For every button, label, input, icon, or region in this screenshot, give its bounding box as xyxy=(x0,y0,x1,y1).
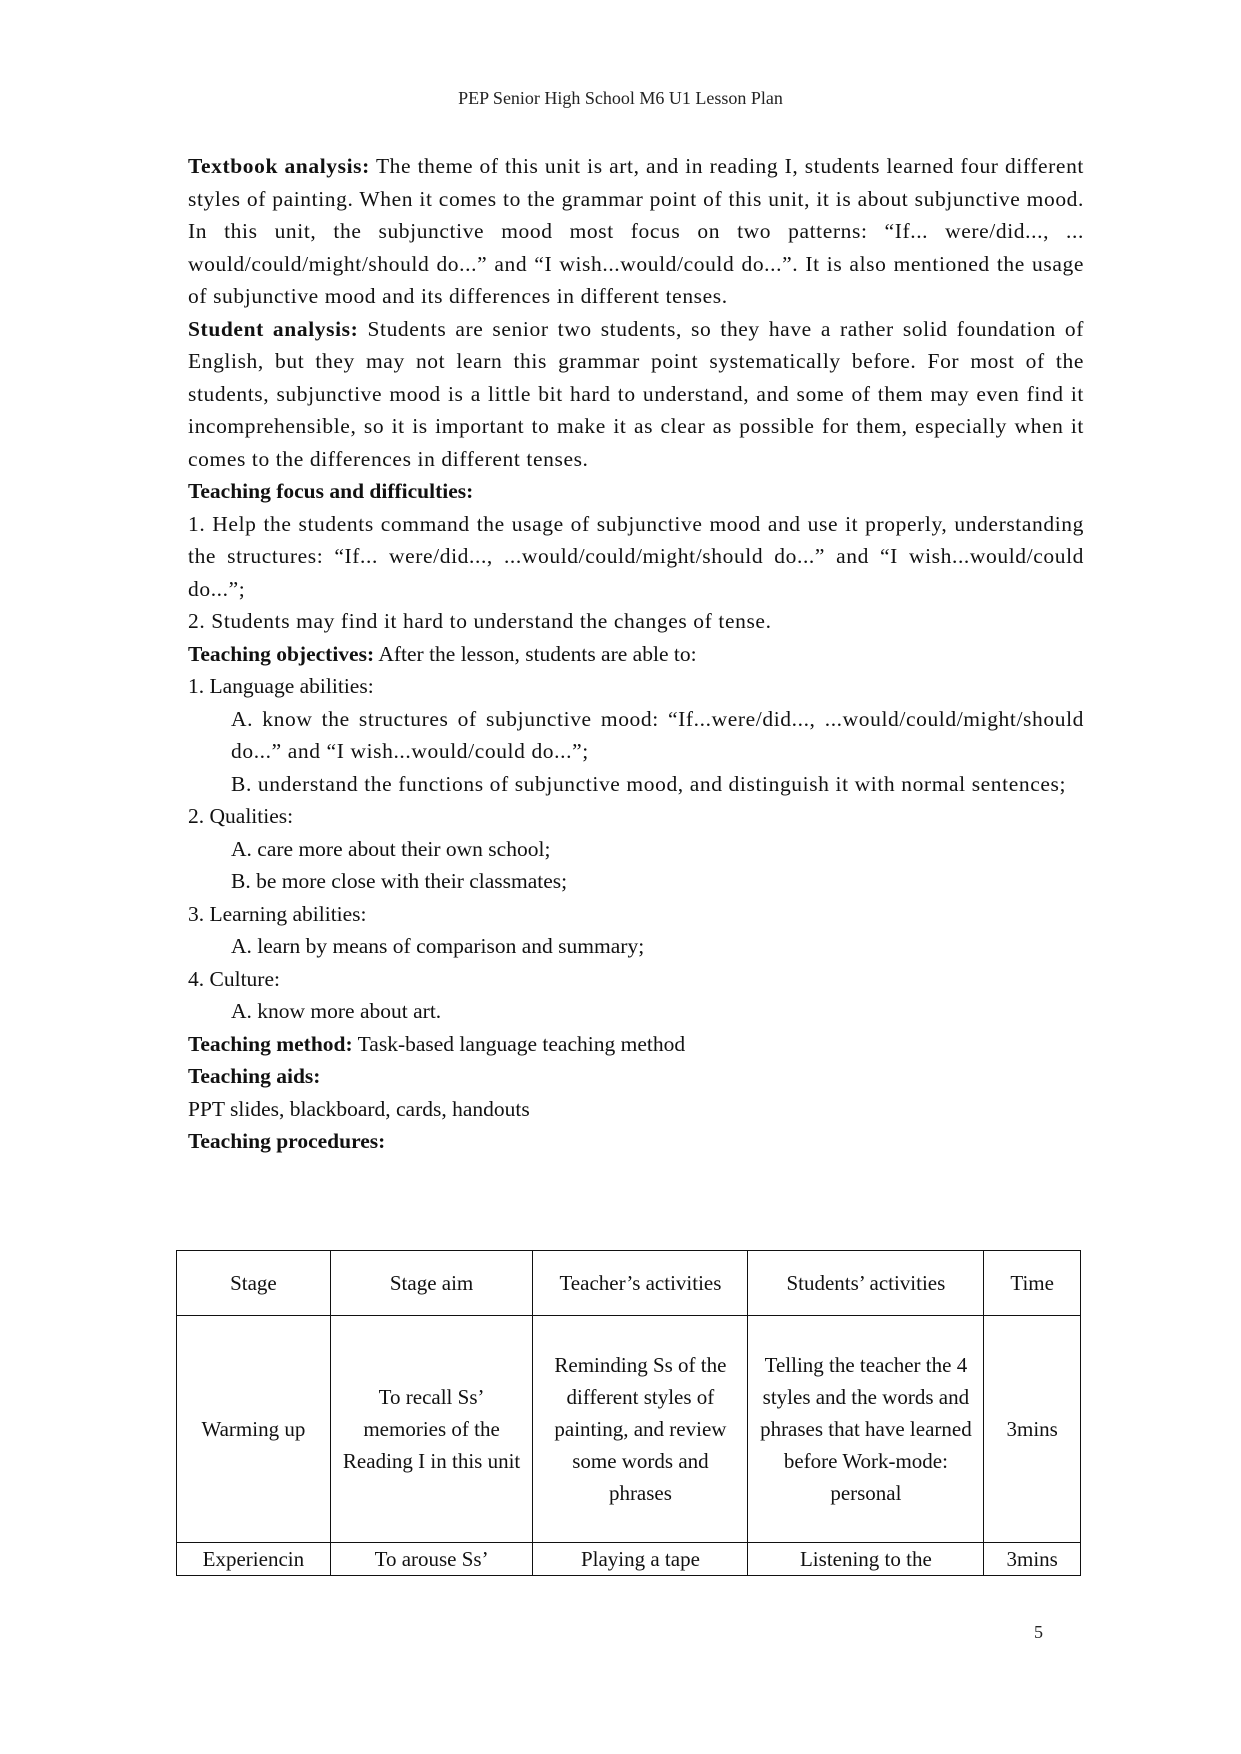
focus-label: Teaching focus and difficulties: xyxy=(188,479,474,503)
focus-item-1: 1. Help the students command the usage of subjunctive mood and use it properly, understanding the structures: “If... were/did..., ...would/could/might/should do...” and “I wish...would/could do...”; xyxy=(188,511,1084,601)
table-header-cell: Teacher’s activities xyxy=(533,1251,748,1316)
table-header-cell: Students’ activities xyxy=(748,1251,984,1316)
table-cell: Listening to the xyxy=(748,1543,984,1576)
objective-culture-a: A. know more about art. xyxy=(231,999,442,1023)
objective-language-a: A. know the structures of subjunctive mood: “If...were/did..., ...would/could/might/should do...” and “I wish...would/could do...”; xyxy=(231,706,1084,763)
objective-qualities-b: B. be more close with their classmates; xyxy=(231,869,568,893)
table-cell: Telling the teacher the 4 styles and the words and phrases that have learned before Work-mode: personal xyxy=(748,1316,984,1543)
objective-learning-title: 3. Learning abilities: xyxy=(188,901,367,926)
table-cell: To recall Ss’ memories of the Reading I in this unit xyxy=(330,1316,533,1543)
lesson-plan-body xyxy=(188,150,1084,1158)
teaching-aids-label: Teaching aids: xyxy=(188,1064,321,1088)
table-header-row xyxy=(177,1251,1081,1316)
objectives-label: Teaching objectives: xyxy=(188,641,375,666)
student-analysis xyxy=(188,313,1084,476)
table-cell: Reminding Ss of the different styles of painting, and review some words and phrases xyxy=(533,1316,748,1543)
table-cell: 3mins xyxy=(984,1316,1081,1543)
teaching-method xyxy=(188,1028,1084,1061)
teaching-procedures-heading xyxy=(188,1125,1084,1158)
teaching-aids-text: PPT slides, blackboard, cards, handouts xyxy=(188,1096,530,1121)
page-header: PEP Senior High School M6 U1 Lesson Plan xyxy=(458,88,783,108)
textbook-analysis-text: The theme of this unit is art, and in reading I, students learned four different styles of painting. When it comes to the grammar point of this unit, it is about subjunctive mood. In this unit, the subjunctive mood most focus on two patterns: “If... were/did..., ... would/could/might/should do...” and “I wish...would/could do...”. It is also mentioned the usage of subjunctive mood and its differences in different tenses. xyxy=(188,154,1084,308)
procedures-table xyxy=(176,1250,1081,1576)
objective-learning-a: A. learn by means of comparison and summary; xyxy=(231,934,645,958)
objective-culture-title: 4. Culture: xyxy=(188,966,280,991)
table-header-cell: Time xyxy=(984,1251,1081,1316)
table-cell: Experiencin xyxy=(177,1543,331,1576)
teaching-method-text: Task-based language teaching method xyxy=(357,1031,686,1056)
teaching-aids-heading xyxy=(188,1060,1084,1093)
table-header-cell: Stage aim xyxy=(330,1251,533,1316)
objective-qualities-title: 2. Qualities: xyxy=(188,804,294,828)
table-row xyxy=(177,1543,1081,1576)
objective-qualities-a: A. care more about their own school; xyxy=(231,836,551,861)
teaching-method-label: Teaching method: xyxy=(188,1031,353,1056)
table-header-cell: Stage xyxy=(177,1251,331,1316)
table-cell: Playing a tape xyxy=(533,1543,748,1576)
textbook-analysis xyxy=(188,150,1084,313)
focus-heading xyxy=(188,475,1084,508)
page-number: 5 xyxy=(1034,1622,1043,1642)
table-cell: To arouse Ss’ xyxy=(330,1543,533,1576)
table-row xyxy=(177,1316,1081,1543)
objectives-heading xyxy=(188,638,1084,671)
student-analysis-label: Student analysis: xyxy=(188,316,359,341)
student-analysis-text: Students are senior two students, so they have a rather solid foundation of English, but they may not learn this grammar point systematically before. For most of the students, subjunctive mood is a little bit hard to understand, and some of them may even find it incomprehensible, so it is important to make it as clear as possible for them, especially when it comes to the differences in different tenses. xyxy=(188,316,1084,471)
textbook-analysis-label: Textbook analysis: xyxy=(188,154,370,178)
table-cell: Warming up xyxy=(177,1316,331,1543)
objective-language-b: B. understand the functions of subjunctive mood, and distinguish it with normal sentences; xyxy=(231,771,1067,796)
objective-language-title: 1. Language abilities: xyxy=(188,674,374,698)
teaching-procedures-label: Teaching procedures: xyxy=(188,1129,386,1153)
table-cell: 3mins xyxy=(984,1543,1081,1576)
focus-item-2: 2. Students may find it hard to understand the changes of tense. xyxy=(188,609,772,633)
objectives-intro: After the lesson, students are able to: xyxy=(378,641,697,666)
